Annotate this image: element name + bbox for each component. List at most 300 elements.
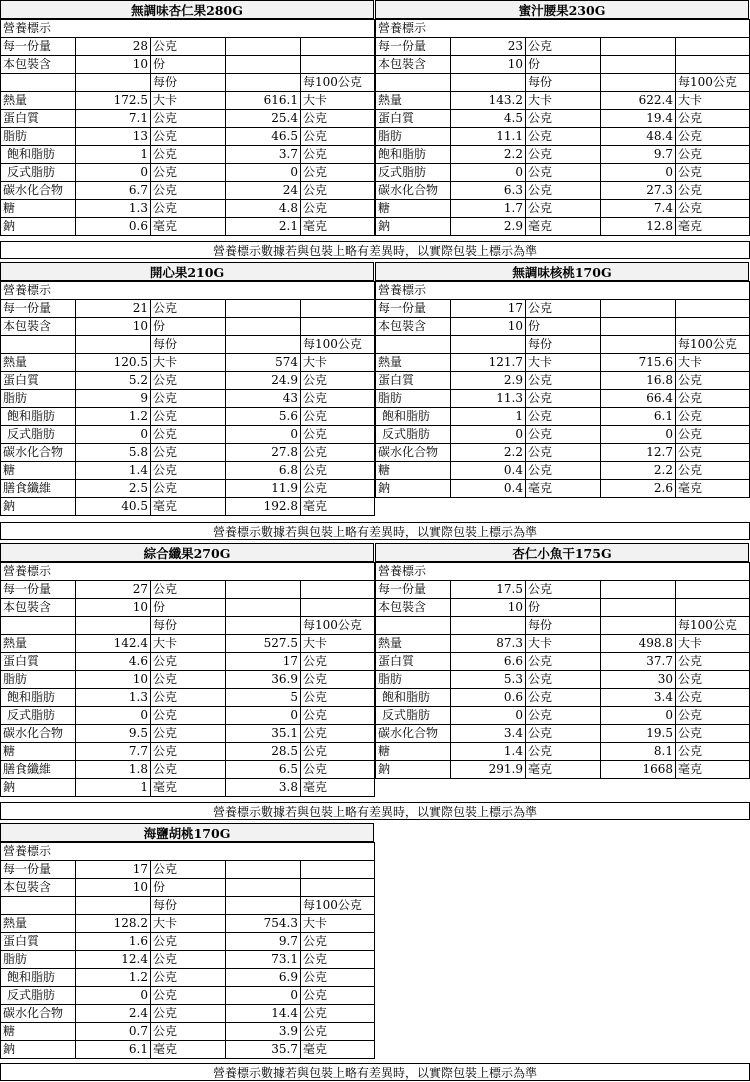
per-serving-value: 172.5 xyxy=(76,92,151,110)
per-100g-value: 30 xyxy=(601,671,676,689)
table-row xyxy=(1,300,375,318)
table-row xyxy=(376,599,750,617)
nutrient-label: 反式脂肪 xyxy=(1,426,76,444)
product-panel xyxy=(375,0,749,236)
unit-label: 毫克 xyxy=(526,480,601,498)
nutrient-label: 鈉 xyxy=(1,1041,76,1059)
unit-label: 公克 xyxy=(526,743,601,761)
per-serving-value: 87.3 xyxy=(451,635,526,653)
table-row xyxy=(376,581,750,599)
per-100g-value: 46.5 xyxy=(226,128,301,146)
per-100g-value: 28.5 xyxy=(226,743,301,761)
table-row xyxy=(1,743,375,761)
unit-label: 公克 xyxy=(526,38,601,56)
unit-label: 公克 xyxy=(526,725,601,743)
product-panel xyxy=(375,262,749,498)
per-100g-value: 17 xyxy=(226,653,301,671)
table-row xyxy=(376,146,750,164)
unit-label: 毫克 xyxy=(301,218,375,236)
nutrient-label: 反式脂肪 xyxy=(1,707,76,725)
table-row xyxy=(376,462,750,480)
per-serving-value: 121.7 xyxy=(451,354,526,372)
unit-label: 公克 xyxy=(301,933,375,951)
per-100g-value: 0 xyxy=(226,707,301,725)
unit-label: 公克 xyxy=(151,164,226,182)
unit-label: 公克 xyxy=(301,128,375,146)
per-100g-value: 9.7 xyxy=(226,933,301,951)
per-serving-value: 1 xyxy=(76,779,151,797)
per-serving-value: 6.3 xyxy=(451,182,526,200)
table-row xyxy=(376,110,750,128)
unit-label: 公克 xyxy=(151,462,226,480)
per-100g-value: 4.8 xyxy=(226,200,301,218)
per-100g-value: 19.5 xyxy=(601,725,676,743)
servings-value: 10 xyxy=(451,318,526,336)
empty-cell xyxy=(676,300,750,318)
per-serving-value: 1.6 xyxy=(76,933,151,951)
nutrient-label: 熱量 xyxy=(1,92,76,110)
row-label: 本包裝含 xyxy=(376,56,451,74)
table-row xyxy=(1,336,375,354)
per-serving-value: 0 xyxy=(76,987,151,1005)
per-100g-value: 5.6 xyxy=(226,408,301,426)
per-100g-value: 73.1 xyxy=(226,951,301,969)
nutrient-label: 脂肪 xyxy=(1,128,76,146)
nutrient-label: 熱量 xyxy=(376,92,451,110)
servings-value: 10 xyxy=(76,879,151,897)
per-100g-value: 12.7 xyxy=(601,444,676,462)
nutrient-label: 碳水化合物 xyxy=(376,725,451,743)
empty-cell xyxy=(601,617,676,635)
table-row xyxy=(376,200,750,218)
per-100g-value: 16.8 xyxy=(601,372,676,390)
table-row xyxy=(1,879,375,897)
per-100g-value: 37.7 xyxy=(601,653,676,671)
table-row xyxy=(376,318,750,336)
empty-cell xyxy=(226,318,301,336)
unit-label: 公克 xyxy=(676,200,750,218)
unit-label: 公克 xyxy=(526,671,601,689)
row-label: 每一份量 xyxy=(1,300,76,318)
nutrient-label: 膳食纖維 xyxy=(1,761,76,779)
empty-cell xyxy=(226,56,301,74)
unit-label: 公克 xyxy=(526,128,601,146)
unit-label: 公克 xyxy=(151,128,226,146)
column-header-per-100g: 每100公克 xyxy=(676,74,750,92)
nutrient-label: 反式脂肪 xyxy=(376,707,451,725)
column-header-per-serving: 每份 xyxy=(151,74,226,92)
table-row xyxy=(1,725,375,743)
row-label: 本包裝含 xyxy=(376,318,451,336)
unit-label: 公克 xyxy=(151,933,226,951)
nutrient-label: 熱量 xyxy=(1,354,76,372)
nutrient-label: 糖 xyxy=(1,1023,76,1041)
empty-cell xyxy=(226,897,301,915)
table-row xyxy=(376,354,750,372)
product-title: 無調味核桃170G xyxy=(375,262,749,281)
column-header-per-serving: 每份 xyxy=(151,336,226,354)
per-serving-value: 1.3 xyxy=(76,200,151,218)
unit-label: 公克 xyxy=(151,300,226,318)
unit-label: 公克 xyxy=(301,671,375,689)
unit-label: 大卡 xyxy=(676,635,750,653)
table-row xyxy=(376,164,750,182)
unit-label: 公克 xyxy=(676,653,750,671)
table-row xyxy=(376,20,750,38)
per-100g-value: 7.4 xyxy=(601,200,676,218)
column-header-per-100g: 每100公克 xyxy=(676,336,750,354)
table-row xyxy=(1,38,375,56)
unit-label: 大卡 xyxy=(526,92,601,110)
nutrient-label: 碳水化合物 xyxy=(1,182,76,200)
servings-value: 10 xyxy=(451,599,526,617)
empty-cell xyxy=(76,897,151,915)
per-100g-value: 2.1 xyxy=(226,218,301,236)
table-row xyxy=(376,128,750,146)
unit-label: 公克 xyxy=(301,743,375,761)
empty-cell xyxy=(226,861,301,879)
unit-label: 份 xyxy=(151,56,226,74)
per-100g-value: 8.1 xyxy=(601,743,676,761)
per-100g-value: 0 xyxy=(601,426,676,444)
empty-cell xyxy=(676,56,750,74)
table-row xyxy=(376,38,750,56)
per-100g-value: 6.1 xyxy=(601,408,676,426)
product-title: 海鹽胡桃170G xyxy=(0,823,374,842)
empty-cell xyxy=(1,897,76,915)
empty-cell xyxy=(301,581,375,599)
unit-label: 毫克 xyxy=(151,218,226,236)
unit-label: 份 xyxy=(526,56,601,74)
unit-label: 公克 xyxy=(676,372,750,390)
empty-cell xyxy=(76,336,151,354)
nutrient-label: 糖 xyxy=(376,200,451,218)
table-row xyxy=(1,146,375,164)
unit-label: 公克 xyxy=(301,689,375,707)
column-header-per-serving: 每份 xyxy=(526,336,601,354)
per-100g-value: 25.4 xyxy=(226,110,301,128)
unit-label: 公克 xyxy=(301,444,375,462)
table-row xyxy=(376,725,750,743)
nutrition-table xyxy=(0,562,375,797)
nutrient-label: 反式脂肪 xyxy=(376,426,451,444)
unit-label: 大卡 xyxy=(526,354,601,372)
nutrient-label: 膳食纖維 xyxy=(1,480,76,498)
table-row xyxy=(1,110,375,128)
nutrient-label: 反式脂肪 xyxy=(1,164,76,182)
empty-cell xyxy=(226,336,301,354)
nutrient-label: 熱量 xyxy=(1,915,76,933)
unit-label: 公克 xyxy=(301,725,375,743)
per-100g-value: 715.6 xyxy=(601,354,676,372)
unit-label: 公克 xyxy=(676,110,750,128)
column-header-per-100g: 每100公克 xyxy=(676,617,750,635)
empty-cell xyxy=(676,38,750,56)
per-serving-value: 7.7 xyxy=(76,743,151,761)
per-serving-value: 0.6 xyxy=(76,218,151,236)
table-row xyxy=(1,480,375,498)
unit-label: 公克 xyxy=(301,426,375,444)
product-title: 綜合纖果270G xyxy=(0,543,374,562)
per-serving-value: 2.5 xyxy=(76,480,151,498)
unit-label: 公克 xyxy=(151,689,226,707)
unit-label: 公克 xyxy=(151,951,226,969)
table-row xyxy=(376,426,750,444)
per-serving-value: 1.2 xyxy=(76,969,151,987)
nutrition-heading: 營養標示 xyxy=(376,282,750,300)
per-serving-value: 2.2 xyxy=(451,444,526,462)
nutrient-label: 蛋白質 xyxy=(1,110,76,128)
unit-label: 公克 xyxy=(301,1005,375,1023)
table-row xyxy=(1,74,375,92)
per-serving-value: 1 xyxy=(76,146,151,164)
table-row xyxy=(1,218,375,236)
empty-cell xyxy=(376,336,451,354)
empty-cell xyxy=(226,300,301,318)
nutrition-table xyxy=(0,842,375,1059)
unit-label: 公克 xyxy=(151,671,226,689)
per-serving-value: 120.5 xyxy=(76,354,151,372)
unit-label: 公克 xyxy=(526,689,601,707)
serving-value: 17 xyxy=(451,300,526,318)
nutrition-heading: 營養標示 xyxy=(376,20,750,38)
empty-cell xyxy=(601,336,676,354)
table-row xyxy=(1,779,375,797)
row-label: 本包裝含 xyxy=(1,599,76,617)
column-header-per-100g: 每100公克 xyxy=(301,897,375,915)
empty-cell xyxy=(451,74,526,92)
nutrient-label: 蛋白質 xyxy=(376,372,451,390)
per-serving-value: 1.4 xyxy=(76,462,151,480)
row-label: 本包裝含 xyxy=(1,318,76,336)
row-label: 本包裝含 xyxy=(1,56,76,74)
nutrient-label: 糖 xyxy=(376,743,451,761)
unit-label: 大卡 xyxy=(151,915,226,933)
per-serving-value: 6.1 xyxy=(76,1041,151,1059)
empty-cell xyxy=(1,74,76,92)
unit-label: 公克 xyxy=(151,969,226,987)
table-row xyxy=(376,282,750,300)
unit-label: 公克 xyxy=(151,38,226,56)
unit-label: 公克 xyxy=(301,408,375,426)
nutrient-label: 碳水化合物 xyxy=(376,182,451,200)
per-serving-value: 0.4 xyxy=(451,480,526,498)
servings-value: 10 xyxy=(76,318,151,336)
unit-label: 公克 xyxy=(301,707,375,725)
table-row xyxy=(1,1023,375,1041)
empty-cell xyxy=(601,318,676,336)
nutrient-label: 鈉 xyxy=(376,218,451,236)
unit-label: 公克 xyxy=(676,462,750,480)
unit-label: 公克 xyxy=(151,408,226,426)
table-row xyxy=(1,1041,375,1059)
nutrition-heading: 營養標示 xyxy=(1,282,375,300)
per-100g-value: 6.5 xyxy=(226,761,301,779)
disclaimer-note: 營養標示數據若與包裝上略有差異時，以實際包裝上標示為準 xyxy=(0,802,750,820)
empty-cell xyxy=(601,56,676,74)
serving-value: 21 xyxy=(76,300,151,318)
nutrient-label: 反式脂肪 xyxy=(1,987,76,1005)
nutrient-label: 飽和脂肪 xyxy=(1,689,76,707)
per-serving-value: 2.9 xyxy=(451,372,526,390)
per-serving-value: 291.9 xyxy=(451,761,526,779)
row-label: 每一份量 xyxy=(376,300,451,318)
per-100g-value: 622.4 xyxy=(601,92,676,110)
table-row xyxy=(1,462,375,480)
row-label: 本包裝含 xyxy=(376,599,451,617)
nutrient-label: 鈉 xyxy=(376,480,451,498)
table-row xyxy=(1,599,375,617)
per-100g-value: 12.8 xyxy=(601,218,676,236)
unit-label: 公克 xyxy=(301,110,375,128)
table-row xyxy=(1,426,375,444)
empty-cell xyxy=(1,617,76,635)
row-label: 每一份量 xyxy=(1,38,76,56)
unit-label: 公克 xyxy=(301,164,375,182)
disclaimer-note: 營養標示數據若與包裝上略有差異時，以實際包裝上標示為準 xyxy=(0,241,750,259)
unit-label: 公克 xyxy=(526,182,601,200)
unit-label: 大卡 xyxy=(676,354,750,372)
table-row xyxy=(1,653,375,671)
nutrition-heading: 營養標示 xyxy=(1,563,375,581)
per-100g-value: 3.9 xyxy=(226,1023,301,1041)
empty-cell xyxy=(301,318,375,336)
product-panel xyxy=(0,823,374,1059)
column-header-per-100g: 每100公克 xyxy=(301,336,375,354)
table-row xyxy=(1,671,375,689)
table-row xyxy=(376,56,750,74)
unit-label: 公克 xyxy=(301,653,375,671)
unit-label: 毫克 xyxy=(301,1041,375,1059)
unit-label: 公克 xyxy=(151,1005,226,1023)
per-100g-value: 3.8 xyxy=(226,779,301,797)
serving-value: 27 xyxy=(76,581,151,599)
unit-label: 公克 xyxy=(301,182,375,200)
unit-label: 公克 xyxy=(151,390,226,408)
empty-cell xyxy=(376,74,451,92)
per-100g-value: 35.7 xyxy=(226,1041,301,1059)
per-serving-value: 1.3 xyxy=(76,689,151,707)
unit-label: 公克 xyxy=(301,987,375,1005)
per-serving-value: 12.4 xyxy=(76,951,151,969)
per-100g-value: 27.8 xyxy=(226,444,301,462)
per-100g-value: 527.5 xyxy=(226,635,301,653)
nutrition-heading: 營養標示 xyxy=(1,20,375,38)
unit-label: 公克 xyxy=(151,372,226,390)
nutrient-label: 脂肪 xyxy=(1,390,76,408)
unit-label: 公克 xyxy=(301,969,375,987)
nutrient-label: 飽和脂肪 xyxy=(1,408,76,426)
disclaimer-note: 營養標示數據若與包裝上略有差異時，以實際包裝上標示為準 xyxy=(0,1063,750,1081)
table-row xyxy=(1,707,375,725)
unit-label: 毫克 xyxy=(301,779,375,797)
unit-label: 公克 xyxy=(151,444,226,462)
unit-label: 大卡 xyxy=(301,635,375,653)
per-serving-value: 11.1 xyxy=(451,128,526,146)
unit-label: 公克 xyxy=(151,581,226,599)
unit-label: 毫克 xyxy=(151,498,226,516)
unit-label: 毫克 xyxy=(526,218,601,236)
unit-label: 公克 xyxy=(151,743,226,761)
nutrient-label: 蛋白質 xyxy=(376,110,451,128)
empty-cell xyxy=(676,318,750,336)
unit-label: 公克 xyxy=(151,110,226,128)
empty-cell xyxy=(451,617,526,635)
table-row xyxy=(1,408,375,426)
unit-label: 大卡 xyxy=(526,635,601,653)
table-row xyxy=(1,1005,375,1023)
table-row xyxy=(376,336,750,354)
table-row xyxy=(1,182,375,200)
table-row xyxy=(376,218,750,236)
nutrient-label: 熱量 xyxy=(376,354,451,372)
column-header-per-100g: 每100公克 xyxy=(301,74,375,92)
servings-value: 10 xyxy=(76,56,151,74)
product-panel xyxy=(375,543,749,779)
table-row xyxy=(1,951,375,969)
per-serving-value: 128.2 xyxy=(76,915,151,933)
table-row xyxy=(1,318,375,336)
per-serving-value: 5.8 xyxy=(76,444,151,462)
unit-label: 公克 xyxy=(151,480,226,498)
per-serving-value: 0 xyxy=(76,426,151,444)
per-100g-value: 0 xyxy=(601,164,676,182)
unit-label: 公克 xyxy=(526,146,601,164)
per-serving-value: 4.5 xyxy=(451,110,526,128)
empty-cell xyxy=(226,599,301,617)
unit-label: 毫克 xyxy=(676,761,750,779)
unit-label: 公克 xyxy=(526,462,601,480)
unit-label: 公克 xyxy=(301,951,375,969)
nutrient-label: 飽和脂肪 xyxy=(376,408,451,426)
unit-label: 公克 xyxy=(151,1023,226,1041)
per-serving-value: 2.9 xyxy=(451,218,526,236)
table-row xyxy=(1,390,375,408)
unit-label: 大卡 xyxy=(151,635,226,653)
unit-label: 公克 xyxy=(151,761,226,779)
unit-label: 毫克 xyxy=(151,1041,226,1059)
empty-cell xyxy=(301,879,375,897)
per-100g-value: 48.4 xyxy=(601,128,676,146)
per-serving-value: 1 xyxy=(451,408,526,426)
unit-label: 公克 xyxy=(526,200,601,218)
row-label: 每一份量 xyxy=(376,38,451,56)
table-row xyxy=(1,128,375,146)
table-row xyxy=(376,390,750,408)
unit-label: 公克 xyxy=(676,707,750,725)
nutrient-label: 蛋白質 xyxy=(1,372,76,390)
table-row xyxy=(1,617,375,635)
nutrient-label: 鈉 xyxy=(1,498,76,516)
empty-cell xyxy=(376,617,451,635)
table-row xyxy=(1,635,375,653)
table-row xyxy=(1,581,375,599)
unit-label: 份 xyxy=(151,879,226,897)
nutrient-label: 碳水化合物 xyxy=(1,725,76,743)
unit-label: 公克 xyxy=(151,653,226,671)
unit-label: 公克 xyxy=(676,671,750,689)
unit-label: 公克 xyxy=(151,725,226,743)
unit-label: 公克 xyxy=(301,761,375,779)
empty-cell xyxy=(301,599,375,617)
unit-label: 公克 xyxy=(676,725,750,743)
table-row xyxy=(376,182,750,200)
per-100g-value: 754.3 xyxy=(226,915,301,933)
per-100g-value: 498.8 xyxy=(601,635,676,653)
unit-label: 公克 xyxy=(301,390,375,408)
per-serving-value: 11.3 xyxy=(451,390,526,408)
servings-value: 10 xyxy=(76,599,151,617)
